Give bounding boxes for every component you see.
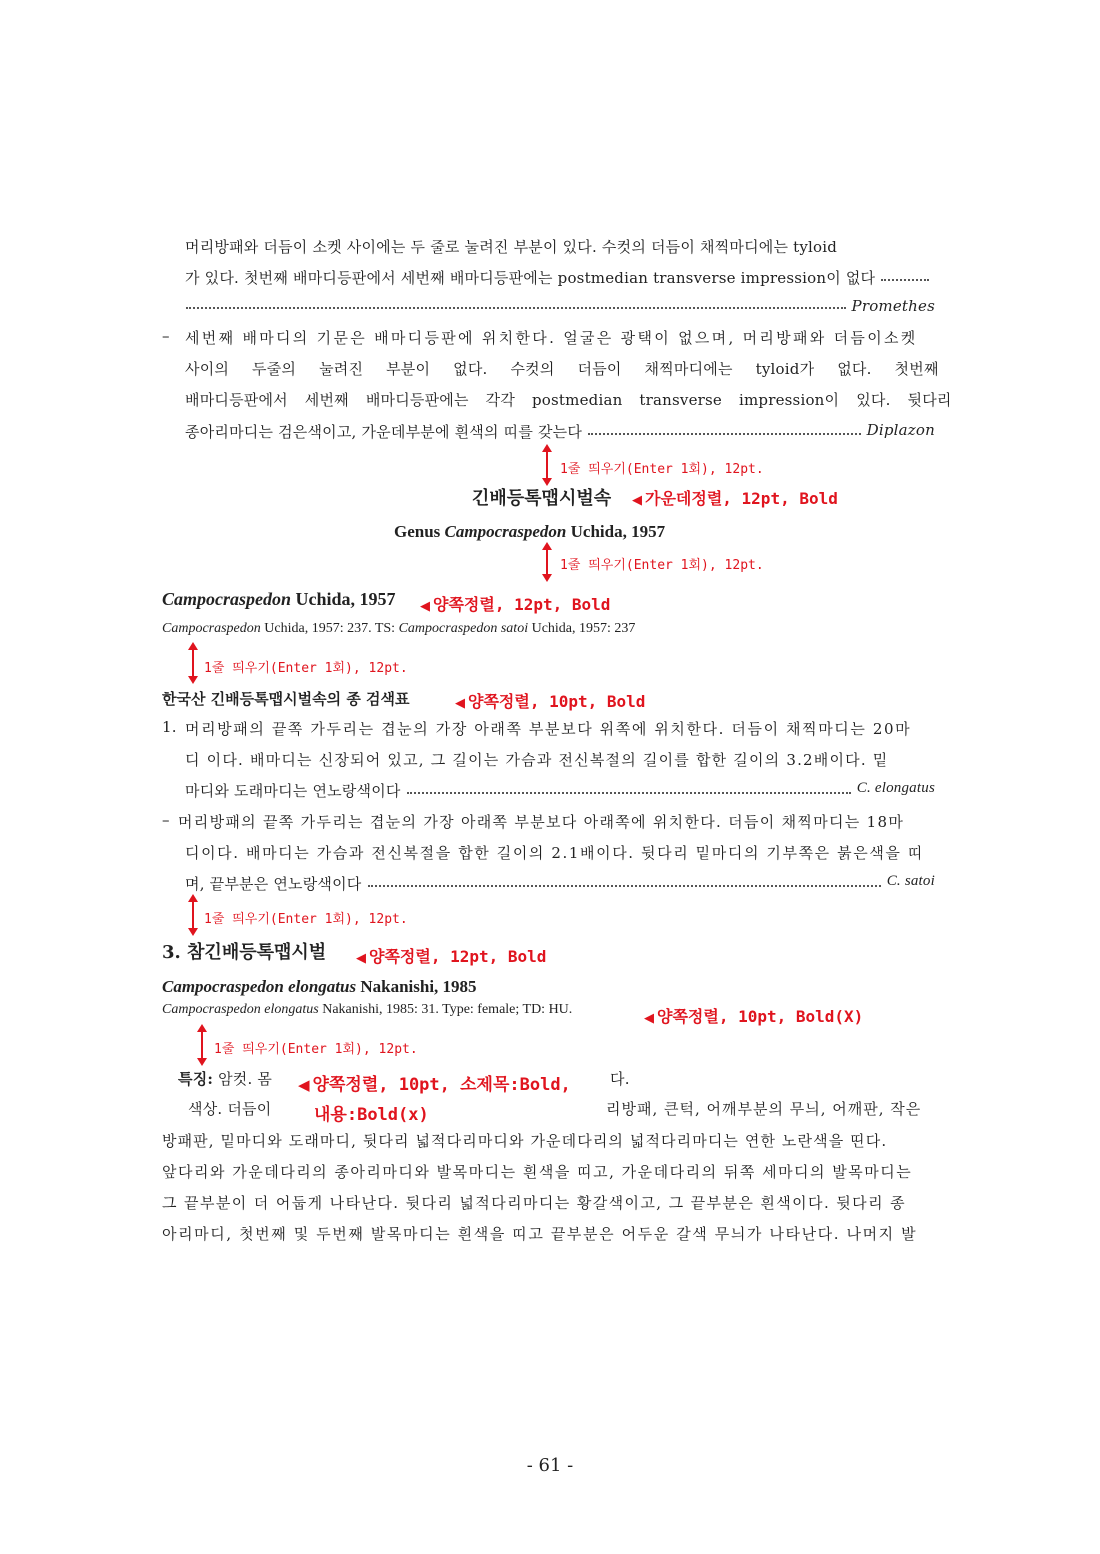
annotation-left-10-boldx: ◀ 양쪽정렬, 10pt, Bold(X): [644, 1007, 864, 1026]
feature-line1a: 특징: 암컷. 몸: [178, 1070, 273, 1088]
annotation-center-title: ◀ 가운데정렬, 12pt, Bold: [632, 489, 838, 508]
annotation-feature-note2: 내용:Bold(x): [314, 1105, 429, 1125]
para2-line1: 세번째 배마디의 기문은 배마디등판에 위치한다. 얼굴은 광택이 없으며, 머리방패와 더듬이소켓: [185, 329, 918, 347]
genus-korean-title: 긴배등톡맵시벌속: [472, 488, 612, 509]
feature-line4: 앞다리와 가운데다리의 종아리마디와 발목마디는 흰색을 띠고, 가운데다리의 뒤쪽 세마디의 발목마디는: [162, 1163, 913, 1181]
feature-line2b: 리방패, 큰턱, 어깨부분의 무늬, 어깨판, 작은: [606, 1100, 922, 1118]
key2-line1: 머리방패의 끝쪽 가두리는 겹눈의 가장 아래쪽 부분보다 아래쪽에 위치한다. 더듬이 채찍마디는 18마: [178, 813, 905, 831]
left-triangle-icon: ◀: [455, 696, 465, 711]
annotation-gap5: 1줄 띄우기(Enter 1회), 12pt.: [214, 1042, 418, 1057]
para1-line1: 머리방패와 더듬이 소켓 사이에는 두 줄로 눌려진 부분이 있다. 수컷의 더듬이 채찍마디에는 tyloid: [185, 238, 838, 256]
double-arrow-icon: [186, 894, 200, 936]
leader-dots: [407, 792, 851, 794]
key1-line3: 마디와 도래마디는 연노랑색이다 C. elongatus: [185, 780, 935, 800]
para1-line2: 가 있다. 첫번째 배마디등판에서 세번째 배마디등판에는 postmedian transverse impression이 없다: [185, 267, 935, 288]
left-triangle-icon: ◀: [632, 493, 642, 508]
para2-dash: –: [162, 327, 170, 345]
para2-line3: 배마디등판에서 세번째 배마디등판에는 각각 postmedian transverse impression이 있다. 뒷다리: [185, 391, 952, 409]
para1-line3: Promethes: [180, 297, 935, 315]
left-triangle-icon: ◀: [420, 599, 430, 614]
double-arrow-icon: [540, 444, 554, 486]
key1-line1: 머리방패의 끝쪽 가두리는 겹눈의 가장 아래쪽 부분보다 위쪽에 위치한다. 더듬이 채찍마디는 20마: [185, 720, 912, 738]
key2-line3: 며, 끝부분은 연노랑색이다 C. satoi: [185, 873, 935, 893]
key2-dash: –: [162, 811, 170, 829]
species-heading: Campocraspedon elongatus Nakanishi, 1985: [162, 977, 477, 996]
section3-heading: 3. 참긴배등톡맵시벌: [162, 942, 327, 963]
key-title: 한국산 긴배등톡맵시벌속의 종 검색표: [162, 690, 410, 708]
double-arrow-icon: [540, 542, 554, 582]
feature-label: 특징:: [178, 1070, 214, 1088]
annotation-gap3: 1줄 띄우기(Enter 1회), 12pt.: [204, 661, 408, 676]
annotation-feature-box: [298, 1070, 598, 1128]
feature-line5: 그 끝부분이 더 어둡게 나타난다. 뒷다리 넓적다리마디는 황갈색이고, 그 끝부분은 흰색이다. 뒷다리 종: [162, 1194, 907, 1212]
double-arrow-icon: [195, 1024, 209, 1066]
genus-reference: Campocraspedon Uchida, 1957: 237. TS: Campocraspedon satoi Uchida, 1957: 237: [162, 621, 636, 636]
genus-heading: Campocraspedon Uchida, 1957: [162, 589, 396, 609]
left-triangle-icon: ◀: [298, 1076, 310, 1094]
annotation-gap2: 1줄 띄우기(Enter 1회), 12pt.: [560, 558, 764, 573]
genus-latin-title: Genus Campocraspedon Uchida, 1957: [394, 522, 666, 541]
left-triangle-icon: ◀: [644, 1011, 654, 1026]
leader-dots: [881, 279, 929, 281]
feature-line1b: 다.: [610, 1070, 630, 1088]
leader-dots: [588, 433, 861, 435]
double-arrow-icon: [186, 642, 200, 684]
annotation-gap1: 1줄 띄우기(Enter 1회), 12pt.: [560, 462, 764, 477]
annotation-left-12-bold: ◀ 양쪽정렬, 12pt, Bold: [420, 595, 611, 614]
key2-line2: 디이다. 배마디는 가슴과 전신복절을 합한 길이의 2.1배이다. 뒷다리 밑마디의 기부쪽은 붉은색을 띠: [185, 844, 924, 862]
leader-dots: [368, 885, 881, 887]
key1-number: 1.: [162, 718, 177, 736]
feature-line6: 아리마디, 첫번째 및 두번째 발목마디는 흰색을 띠고 끝부분은 어두운 갈색 무늬가 나타난다. 나머지 발: [162, 1225, 918, 1243]
para2-line2: 사이의 두줄의 눌려진 부분이 없다. 수컷의 더듬이 채찍마디에는 tyloid가 없다. 첫번째: [185, 360, 939, 378]
para2-line4: 종아리마디는 검은색이고, 가운데부분에 흰색의 띠를 갖는다 Diplazon: [185, 421, 935, 441]
key1-line2: 디 이다. 배마디는 신장되어 있고, 그 길이는 가슴과 전신복절의 길이를 합한 길이의 3.2배이다. 밑: [185, 751, 889, 769]
species-reference: Campocraspedon elongatus Nakanishi, 1985: 31. Type: female; TD: HU.: [162, 1002, 573, 1017]
left-triangle-icon: ◀: [356, 951, 366, 966]
page-number: - 61 -: [526, 1455, 574, 1476]
feature-line3: 방패판, 밑마디와 도래마디, 뒷다리 넓적다리마디와 가운데다리의 넓적다리마디는 연한 노란색을 띤다.: [162, 1132, 888, 1150]
feature-line2a: 색상. 더듬이: [188, 1100, 272, 1118]
annotation-left-12-bold-2: ◀ 양쪽정렬, 12pt, Bold: [356, 947, 547, 966]
annotation-feature-note1: 양쪽정렬, 10pt, 소제목:Bold,: [312, 1075, 571, 1095]
annotation-left-10-bold: ◀ 양쪽정렬, 10pt, Bold: [455, 692, 646, 711]
leader-dots: [186, 307, 846, 309]
annotation-gap4: 1줄 띄우기(Enter 1회), 12pt.: [204, 912, 408, 927]
